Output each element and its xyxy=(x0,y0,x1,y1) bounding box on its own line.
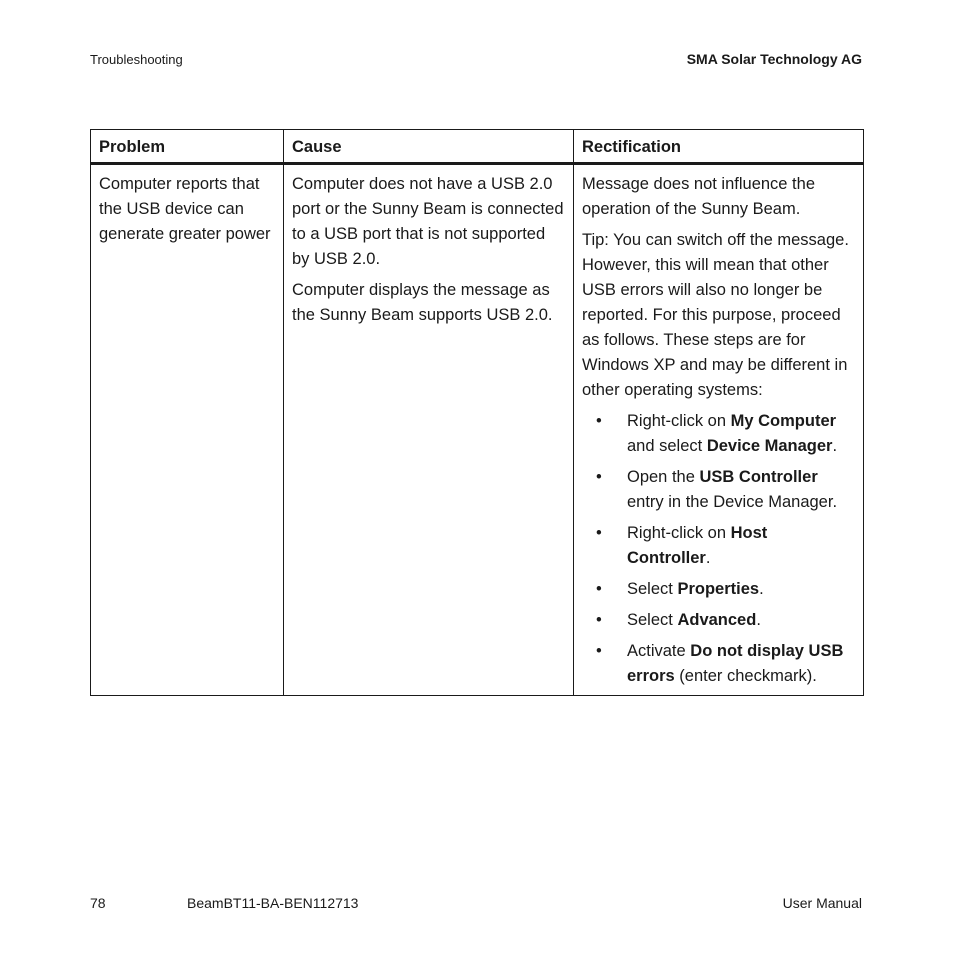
step-text: Select xyxy=(627,611,678,629)
step-text: . xyxy=(705,549,711,567)
column-header-rectification: Rectification xyxy=(574,130,864,164)
step-item xyxy=(582,521,855,571)
step-item xyxy=(582,465,855,515)
column-header-cause: Cause xyxy=(284,130,574,164)
step-text: Open the xyxy=(627,468,700,486)
step-ui-term: My Computer xyxy=(730,412,837,430)
cause-paragraph: Computer displays the message as the Sunny Beam supports USB 2.0. xyxy=(292,281,553,324)
bullet-icon: • xyxy=(596,412,602,430)
step-item xyxy=(582,409,855,459)
table-row xyxy=(91,164,864,696)
cause-paragraph: Computer does not have a USB 2.0 port or the Sunny Beam is connected to a USB port that is not supported by USB 2.0. xyxy=(292,175,564,268)
step-ui-term: USB Controller xyxy=(699,468,818,486)
step-item xyxy=(582,608,855,633)
step-text: Right-click on xyxy=(627,412,731,430)
document-id: BeamBT11-BA-BEN112713 xyxy=(187,895,359,911)
problem-text: Computer reports that the USB device can generate greater power xyxy=(99,175,271,243)
rectification-cell xyxy=(574,164,864,696)
step-ui-term: Host Controller xyxy=(627,524,768,567)
step-text: . xyxy=(832,437,838,455)
manual-type: User Manual xyxy=(782,895,862,911)
step-text: . xyxy=(756,611,761,629)
column-header-problem: Problem xyxy=(91,130,284,164)
step-text: entry in the Device Manager. xyxy=(627,493,838,511)
step-item xyxy=(582,639,855,689)
step-ui-term: Device Manager xyxy=(706,437,833,455)
step-text: (enter checkmark). xyxy=(674,667,817,685)
step-text: . xyxy=(759,580,764,598)
bullet-icon: • xyxy=(596,524,602,542)
bullet-icon: • xyxy=(596,580,602,598)
step-ui-term: Advanced xyxy=(677,611,757,629)
step-item xyxy=(582,577,855,602)
steps-list xyxy=(582,409,855,689)
company-name: SMA Solar Technology AG xyxy=(686,51,862,67)
cause-cell xyxy=(284,164,574,696)
step-ui-term: Properties xyxy=(677,580,760,598)
step-ui-term: Do not display USB errors xyxy=(627,642,844,685)
rectification-paragraph: Message does not influence the operation of the Sunny Beam. xyxy=(582,175,815,218)
step-text: and select xyxy=(627,437,707,455)
step-text: Select xyxy=(627,580,678,598)
section-title: Troubleshooting xyxy=(90,52,183,67)
page-number: 78 xyxy=(90,895,106,911)
bullet-icon: • xyxy=(596,468,602,486)
bullet-icon: • xyxy=(596,611,602,629)
bullet-icon: • xyxy=(596,642,602,660)
step-text: Right-click on xyxy=(627,524,731,542)
problem-cell xyxy=(91,164,284,696)
step-text: Activate xyxy=(627,642,691,660)
rectification-paragraph: Tip: You can switch off the message. However, this will mean that other USB errors will also no longer be reported. For this purpose, proceed as follows. These steps are for Windows XP and may be different in other operating systems: xyxy=(582,231,849,399)
table-header-row xyxy=(91,130,864,164)
troubleshooting-table xyxy=(90,129,864,696)
